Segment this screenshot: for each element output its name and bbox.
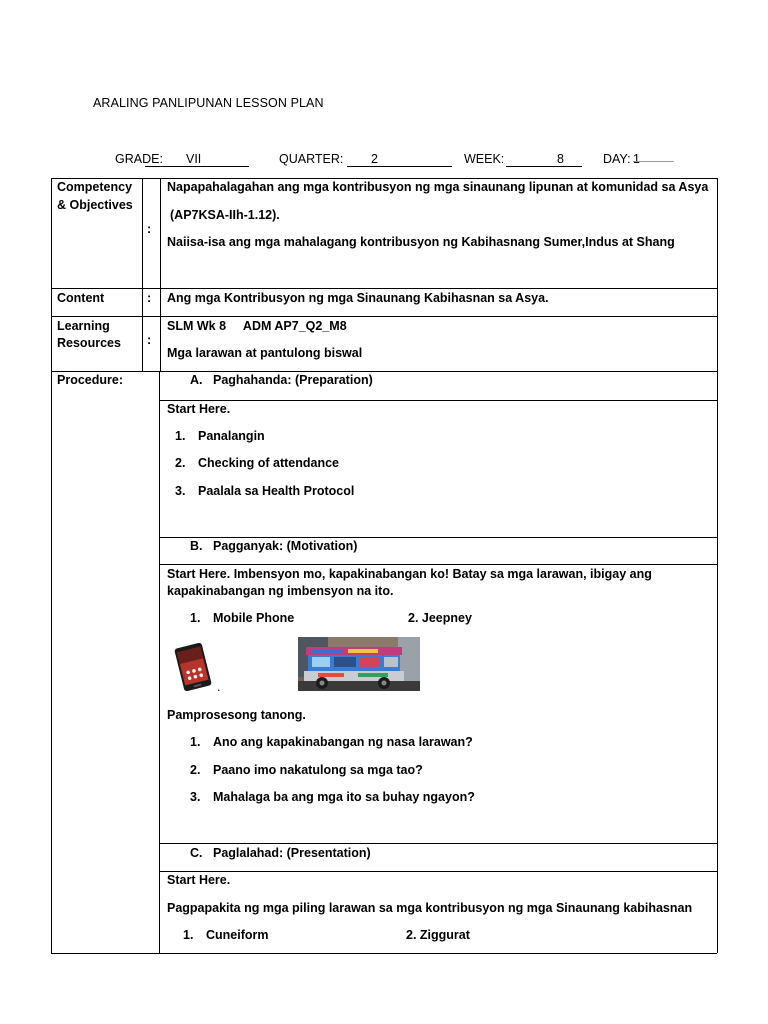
- section-c-letter: C.: [190, 846, 203, 860]
- grade-underline: [145, 166, 249, 167]
- competency-text-1: Napapahalagahan ang mga kontribusyon ng mga sinaunang lipunan at komunidad sa Asya: [167, 180, 709, 194]
- section-a-item-3: Paalala sa Health Protocol: [198, 484, 355, 498]
- row-divider-1: [51, 288, 717, 289]
- section-b-heading: Pagganyak: (Motivation): [213, 539, 358, 553]
- question-1: Ano ang kapakinabangan ng nasa larawan?: [213, 735, 473, 749]
- section-a-item-1: Panalangin: [198, 429, 265, 443]
- section-a-item-1-num: 1.: [175, 429, 186, 443]
- competency-label-line-1: Competency: [57, 180, 133, 194]
- section-c-start: Start Here.: [167, 873, 231, 887]
- table-border-top: [51, 178, 717, 179]
- competency-label-line-2: & Objectives: [57, 198, 133, 212]
- section-c-heading: Paglalahad: (Presentation): [213, 846, 371, 860]
- section-c-text: Pagpapakita ng mga piling larawan sa mga kontribusyon ng mga Sinaunang kabihasnan: [167, 901, 693, 915]
- section-a-start: Start Here.: [167, 402, 231, 416]
- section-a-item-3-num: 3.: [175, 484, 186, 498]
- resources-text-2: Mga larawan at pantulong biswal: [167, 346, 363, 360]
- section-b-start-1: Start Here. Imbensyon mo, kapakinabangan ko! Batay sa mga larawan, ibigay ang: [167, 567, 652, 581]
- week-underline: [506, 166, 582, 167]
- resources-label-line-2: Resources: [57, 336, 121, 350]
- section-a-letter: A.: [190, 373, 203, 387]
- picture-1-caption: Mobile Phone: [213, 611, 295, 625]
- section-c-item-2: 2. Ziggurat: [406, 928, 470, 942]
- quarter-value: 2: [371, 152, 378, 166]
- sub-divider-b-end: [159, 843, 717, 844]
- picture-2-caption: 2. Jeepney: [408, 611, 472, 625]
- question-3-num: 3.: [190, 790, 201, 804]
- sub-divider-a: [159, 400, 717, 401]
- label-column-divider: [142, 178, 143, 371]
- table-border-bottom: [51, 953, 717, 954]
- questions-label: Pamprosesong tanong.: [167, 708, 306, 722]
- section-a-heading: Paghahanda: (Preparation): [213, 373, 373, 387]
- question-2-num: 2.: [190, 763, 201, 777]
- competency-text-3: Naiisa-isa ang mga mahalagang kontribusyon ng Kabihasnang Sumer,Indus at Shang: [167, 235, 675, 249]
- section-c-item-1: Cuneiform: [206, 928, 269, 942]
- day-label: DAY:: [603, 152, 631, 166]
- document-title: ARALING PANLIPUNAN LESSON PLAN: [93, 96, 324, 110]
- week-value: 8: [557, 152, 564, 166]
- sub-divider-c: [159, 871, 717, 872]
- row-divider-3: [51, 371, 717, 372]
- jeepney-image: [298, 637, 420, 691]
- mobile-phone-image: [171, 643, 215, 691]
- section-b-letter: B.: [190, 539, 203, 553]
- table-border-left: [51, 178, 52, 953]
- sub-divider-b: [159, 564, 717, 565]
- section-c-item-1-num: 1.: [183, 928, 194, 942]
- quarter-label: QUARTER:: [279, 152, 344, 166]
- section-a-item-2: Checking of attendance: [198, 456, 339, 470]
- resources-text-1: SLM Wk 8 ADM AP7_Q2_M8: [167, 319, 347, 333]
- section-b-start-2: kapakinabangan ng imbensyon na ito.: [167, 584, 394, 598]
- content-label: Content: [57, 291, 105, 305]
- quarter-underline: [347, 166, 452, 167]
- day-underline: [633, 161, 674, 162]
- question-2: Paano imo nakatulong sa mga tao?: [213, 763, 423, 777]
- procedure-column-divider: [159, 371, 160, 953]
- content-colon: :: [147, 291, 152, 305]
- competency-text-2: (AP7KSA-IIh-1.12).: [170, 208, 280, 222]
- grade-value: VII: [186, 152, 202, 166]
- colon-column-divider: [160, 178, 161, 371]
- picture-1-num: 1.: [190, 611, 201, 625]
- question-3: Mahalaga ba ang mga ito sa buhay ngayon?: [213, 790, 475, 804]
- competency-colon: :: [147, 222, 152, 236]
- week-label: WEEK:: [464, 152, 505, 166]
- resources-label-line-1: Learning: [57, 319, 110, 333]
- table-border-right: [717, 178, 718, 953]
- grade-label: GRADE:: [115, 152, 163, 166]
- question-1-num: 1.: [190, 735, 201, 749]
- phone-dot: .: [217, 680, 221, 694]
- content-text: Ang mga Kontribusyon ng mga Sinaunang Kabihasnan sa Asya.: [167, 291, 549, 305]
- row-divider-2: [51, 316, 717, 317]
- resources-colon: :: [147, 333, 152, 347]
- day-value: 1: [633, 152, 640, 166]
- procedure-label: Procedure:: [57, 373, 123, 387]
- sub-divider-a-end: [159, 537, 717, 538]
- section-a-item-2-num: 2.: [175, 456, 186, 470]
